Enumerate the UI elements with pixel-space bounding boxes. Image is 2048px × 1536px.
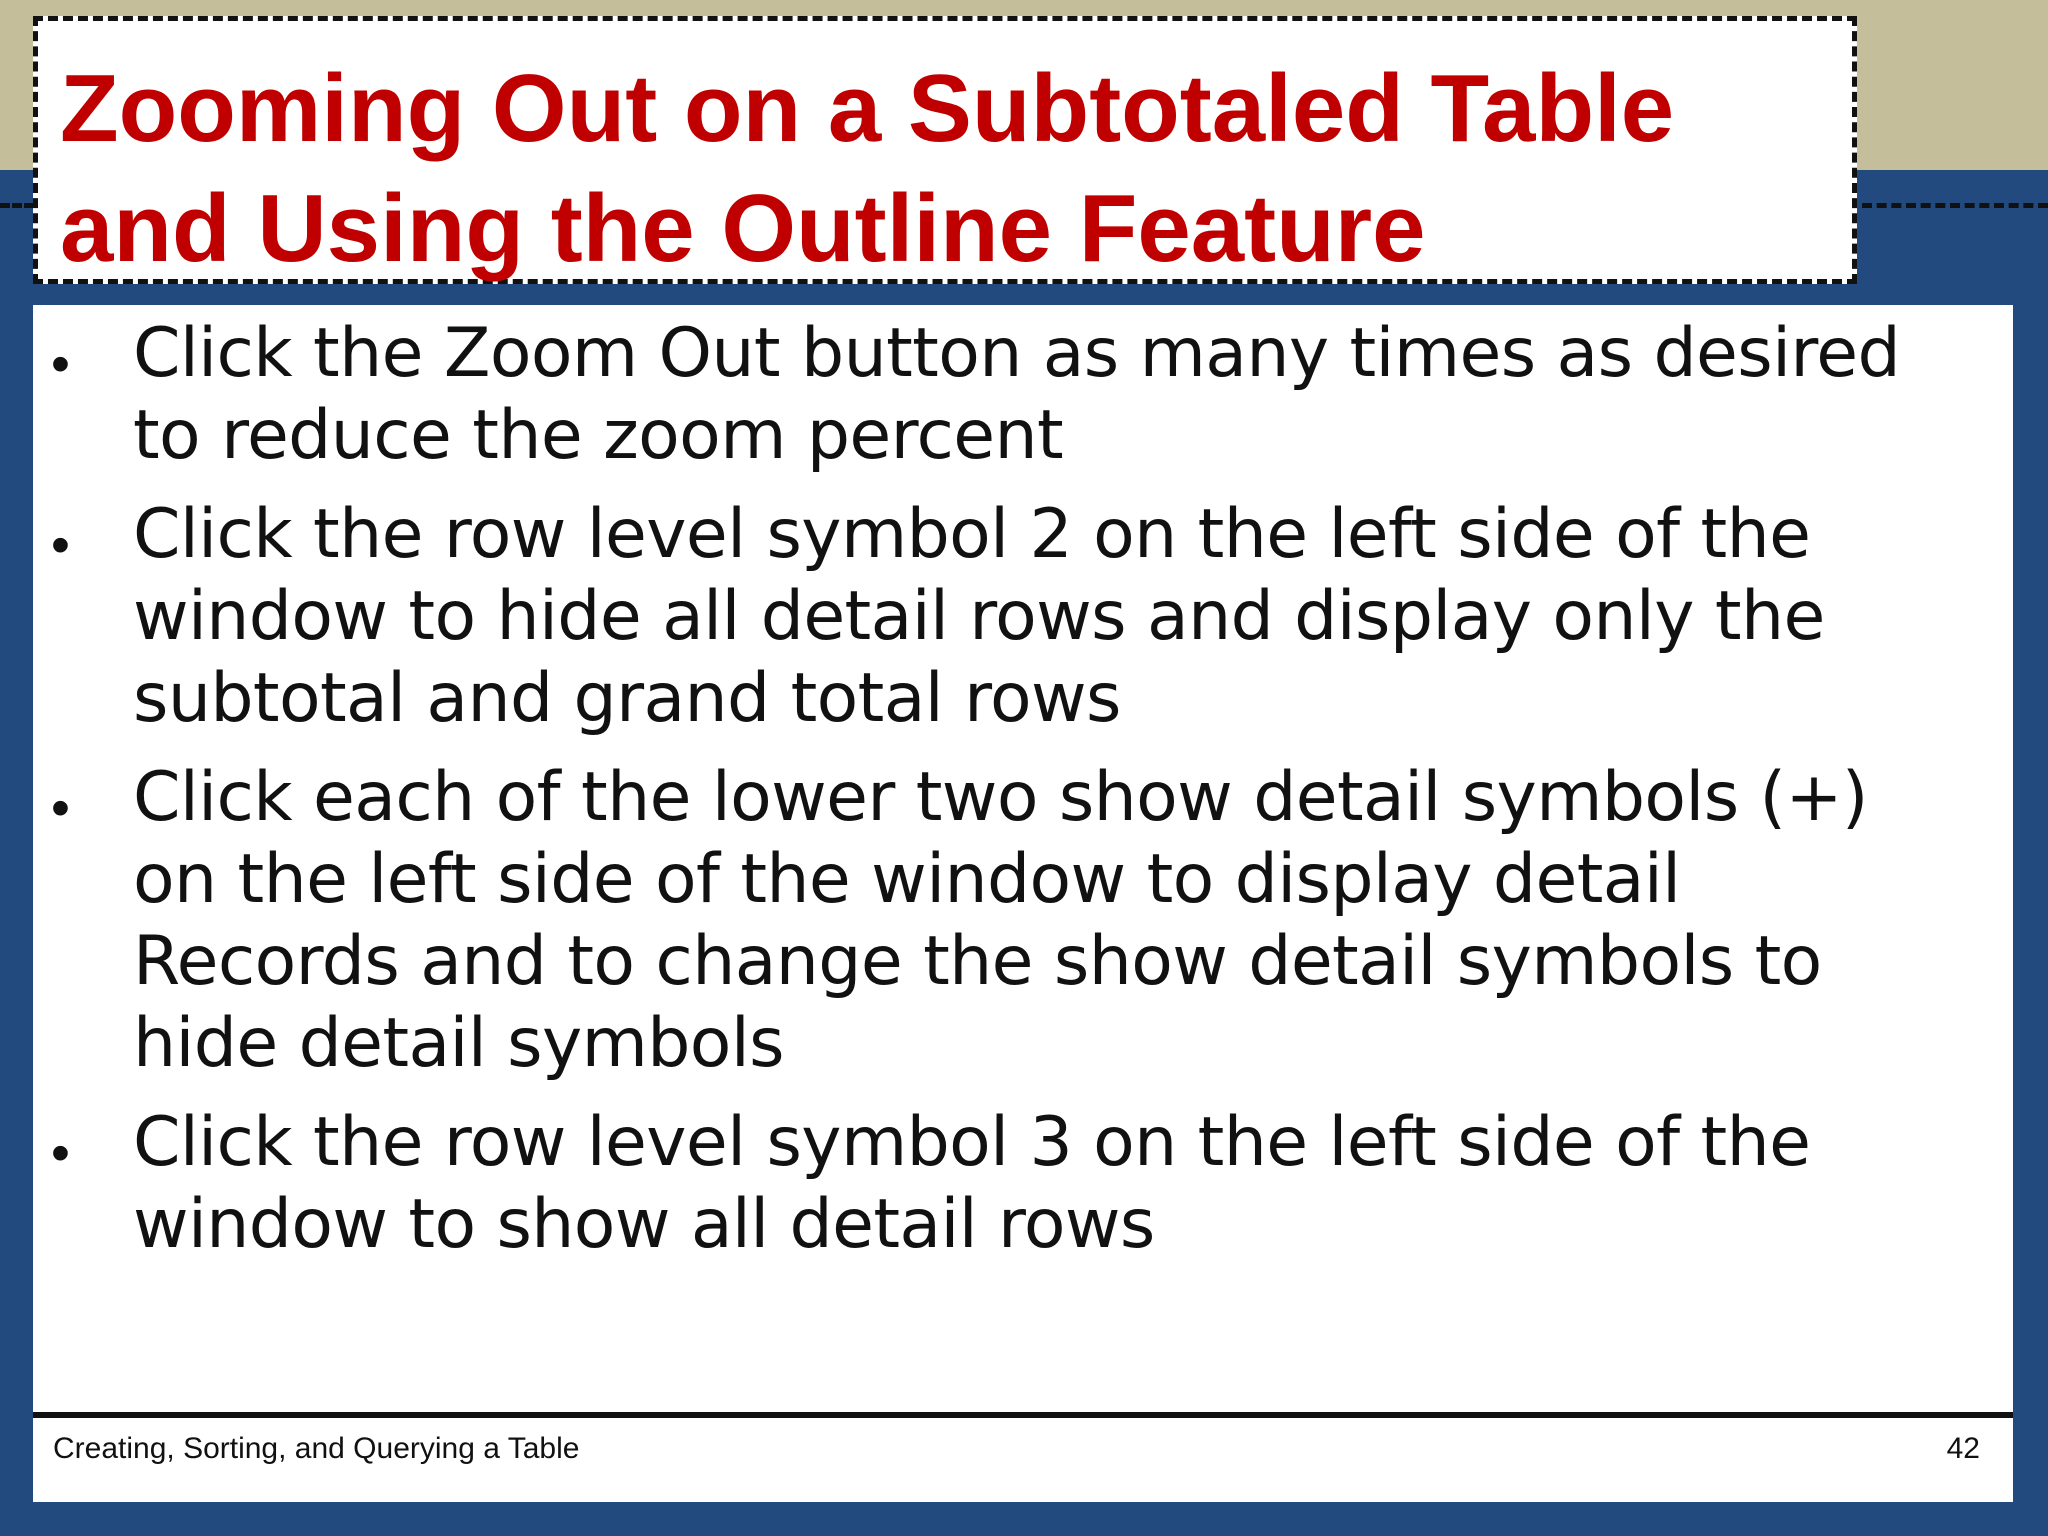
bullet-item (33, 494, 2013, 740)
bullet-list (33, 313, 2013, 1283)
bullet-line: window to show all detail rows (133, 1185, 1155, 1264)
bullet-line: subtotal and grand total rows (133, 659, 1121, 738)
bullet-line: Click the row level symbol 2 on the left side of the (133, 495, 1811, 574)
bullet-line: Records and to change the show detail symbols to (133, 922, 1822, 1001)
bullet-line: on the left side of the window to display detail (133, 840, 1681, 919)
bullet-line: Click each of the lower two show detail symbols (+) (133, 758, 1868, 837)
bullet-item (33, 757, 2013, 1085)
bullet-text (133, 313, 2013, 477)
bullet-marker: • (51, 515, 70, 575)
dashed-divider-right (1862, 203, 2048, 208)
footer-title: Creating, Sorting, and Querying a Table (53, 1432, 580, 1465)
bullet-text (133, 757, 2013, 1085)
slide-title-line: and Using the Outline Feature (60, 175, 1426, 282)
bullet-line: Click the Zoom Out button as many times as desired (133, 314, 1901, 393)
slide-title (60, 49, 1674, 289)
bullet-item (33, 1102, 2013, 1266)
bullet-marker: • (51, 334, 70, 394)
bullet-line: hide detail symbols (133, 1004, 784, 1083)
bullet-line: Click the row level symbol 3 on the left side of the (133, 1103, 1811, 1182)
page-number: 42 (1946, 1432, 1980, 1465)
bullet-line: window to hide all detail rows and display only the (133, 577, 1825, 656)
title-box (33, 16, 1857, 284)
bullet-item (33, 313, 2013, 477)
bullet-marker: • (51, 1123, 70, 1183)
content-panel (33, 305, 2013, 1502)
slide-title-line: Zooming Out on a Subtotaled Table (60, 55, 1675, 162)
bullet-marker: • (51, 778, 70, 838)
bullet-text (133, 1102, 2013, 1266)
dashed-divider-left (0, 203, 34, 208)
footer-divider (33, 1412, 2013, 1418)
bullet-text (133, 494, 2013, 740)
bullet-line: to reduce the zoom percent (133, 396, 1064, 475)
